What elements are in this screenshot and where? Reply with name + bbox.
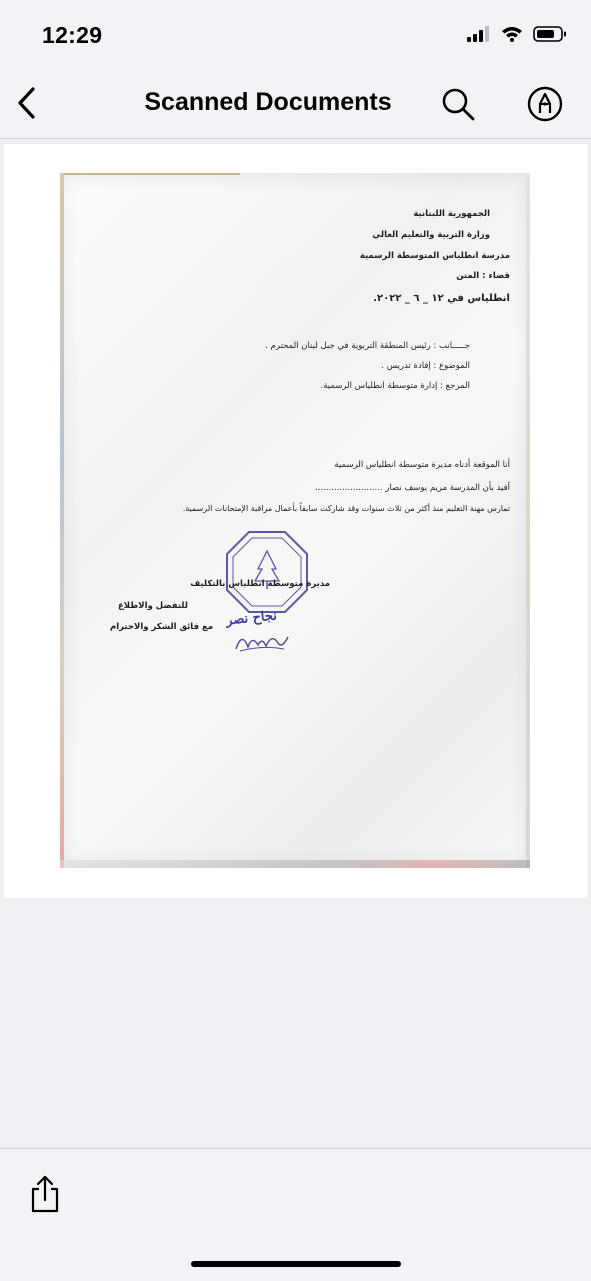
body-line-3: تمارس مهنة التعليم منذ أكثر من ثلاث سنوات وقد شاركت سابقاً بأعمال مراقبة الإمتحانات الرسمية. — [182, 504, 510, 513]
body-line-2: أفيد بأن المدرسة مريم يوسف نصار ......................... — [315, 483, 510, 493]
status-icons — [467, 26, 567, 47]
search-icon — [441, 87, 475, 121]
signal-icon — [467, 26, 491, 47]
document-viewer[interactable] — [0, 139, 591, 1148]
wifi-icon — [501, 26, 523, 47]
subject-line: الموضوع : إفادة تدريس . — [381, 361, 470, 371]
closing-line-2: مع فائق الشكر والاحترام — [110, 622, 214, 632]
bottom-toolbar — [0, 1148, 591, 1281]
scanned-page[interactable] — [4, 144, 587, 898]
header-school: مدرسة انطلياس المتوسطة الرسمية — [359, 251, 510, 261]
header-district: قضاء : المتن — [456, 271, 510, 281]
principal-title: مديرة متوسطة انطلياس بالتكليف — [190, 579, 330, 589]
battery-icon — [533, 26, 567, 47]
navigation-bar — [0, 70, 591, 139]
share-icon — [29, 1174, 61, 1214]
markup-button[interactable] — [525, 84, 565, 124]
share-button[interactable] — [26, 1171, 64, 1217]
header-ministry: وزارة التربية والتعليم العالي — [372, 230, 490, 240]
paper-document — [60, 173, 530, 868]
page-title: Scanned Documents — [144, 88, 392, 116]
body-line-1: أنا الموقعة أدناه مديرة متوسطة انطلياس الرسمية — [334, 460, 510, 470]
reference-line: المرجع : إدارة متوسطة انطلياس الرسمية. — [320, 381, 470, 391]
home-indicator[interactable] — [191, 1261, 401, 1267]
to-line: جـــــانب : رئيس المنطقة التربوية في جبل لبنان المحترم . — [265, 341, 470, 351]
principal-name: نجاح نصر — [225, 608, 278, 629]
handwritten-signature — [232, 627, 292, 655]
status-time: 12:29 — [42, 22, 103, 48]
markup-pen-icon — [527, 86, 563, 122]
search-button[interactable] — [438, 84, 478, 124]
official-stamp — [224, 529, 310, 615]
header-date: انطلياس في ١٢ _ ٦ _ ٢٠٢٢. — [373, 293, 510, 304]
closing-line-1: للتفضل والاطلاع — [118, 601, 188, 611]
header-republic: الجمهورية اللبنانية — [413, 209, 490, 219]
status-bar — [0, 0, 591, 70]
